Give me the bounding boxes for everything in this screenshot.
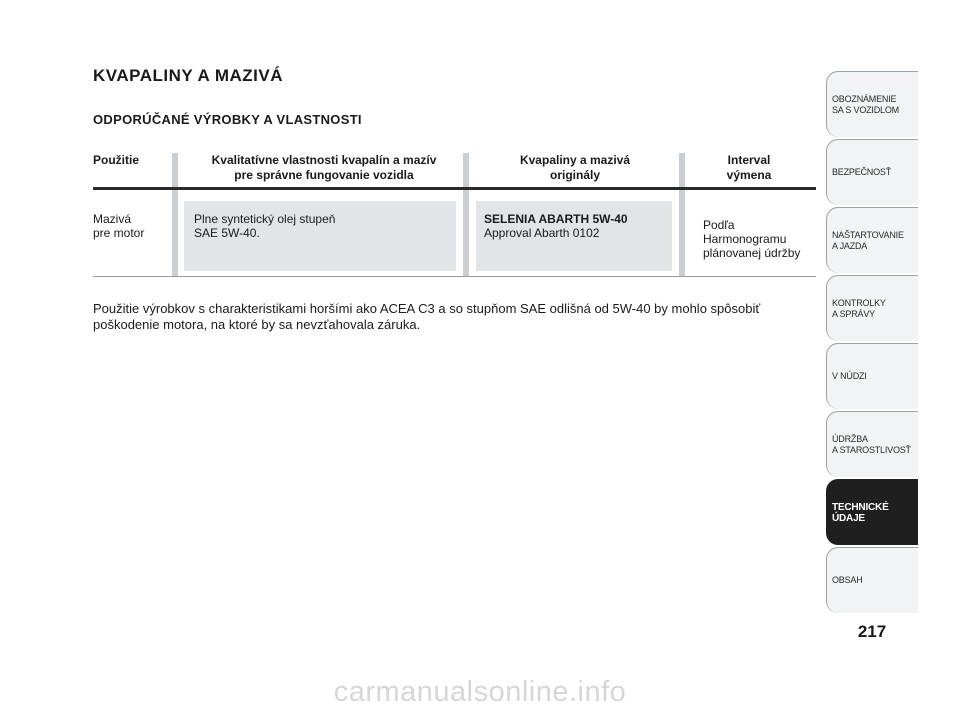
header-original-line2: originály: [549, 168, 600, 182]
tab-label: OBOZNÁMENIE SA S VOZIDLOM: [832, 93, 899, 115]
table-bottom-rule: [93, 276, 816, 277]
tab-starting-driving[interactable]: [826, 207, 918, 273]
cell-interval-line3: plánovanej údržby: [703, 246, 801, 260]
cell-quality-line2: SAE 5W-40.: [194, 226, 260, 240]
tab-warning-lights[interactable]: [826, 275, 918, 341]
tab-label: OBSAH: [832, 575, 863, 585]
cell-use: [93, 212, 144, 240]
header-original-line1: Kvapaliny a mazivá: [519, 153, 631, 167]
cell-interval-line2: Harmonogramu: [703, 232, 787, 246]
cell-quality-line1: Plne syntetický olej stupeň: [194, 212, 336, 226]
header-quality-line1: Kvalitatívne vlastnosti kvapalín a mazív: [211, 153, 437, 167]
tab-label: KONTROLKY A SPRÁVY: [832, 297, 886, 319]
table-header-rule: [93, 187, 816, 190]
cell-original: [484, 212, 628, 240]
column-separator: [463, 153, 469, 276]
cell-quality: [194, 212, 335, 240]
tab-label: TECHNICKÉ ÚDAJE: [832, 501, 889, 524]
cell-use-line1: Mazivá: [93, 212, 132, 226]
column-separator: [172, 153, 178, 276]
header-interval-line1: Interval: [727, 153, 771, 167]
tab-technical-data[interactable]: [826, 479, 918, 545]
header-original: [475, 153, 675, 183]
header-quality: [183, 153, 465, 183]
cell-interval: [703, 218, 800, 260]
section-subtitle: ODPORÚČANÉ VÝROBKY A VLASTNOSTI: [93, 112, 362, 127]
cell-original-name: SELENIA ABARTH 5W-40: [484, 212, 628, 226]
tab-emergency[interactable]: [826, 343, 918, 409]
tab-safety[interactable]: [826, 139, 918, 205]
tab-label: NAŠTARTOVANIE A JAZDA: [832, 229, 904, 251]
watermark: carmanualsonline.info: [333, 676, 627, 708]
warranty-note: Použitie výrobkov s charakteristikami horšími ako ACEA C3 a so stupňom SAE odlišná od 5W-40 by mohlo spôsobiť poškodenie motora, na ktoré by sa nevzťahovala záruka.: [93, 301, 761, 332]
cell-interval-line1: Podľa: [703, 218, 735, 232]
header-use-text: Použitie: [93, 153, 140, 167]
header-interval-line2: výmena: [726, 168, 772, 182]
page-title: KVAPALINY A MAZIVÁ: [93, 66, 284, 85]
cell-use-line2: pre motor: [93, 226, 145, 240]
header-interval: [690, 153, 808, 183]
page-number: 217: [857, 622, 887, 641]
cell-original-approval: Approval Abarth 0102: [484, 226, 600, 240]
tab-label: V NÚDZI: [832, 371, 867, 381]
tab-label: ÚDRŽBA A STAROSTLIVOSŤ: [832, 433, 911, 455]
tab-contents[interactable]: [826, 547, 918, 613]
tab-vehicle-familiarization[interactable]: [826, 71, 918, 137]
header-use: [93, 153, 139, 168]
header-quality-line2: pre správne fungovanie vozidla: [234, 168, 414, 182]
tab-maintenance[interactable]: [826, 411, 918, 477]
column-separator: [679, 153, 685, 276]
tab-label: BEZPEČNOSŤ: [832, 167, 892, 177]
